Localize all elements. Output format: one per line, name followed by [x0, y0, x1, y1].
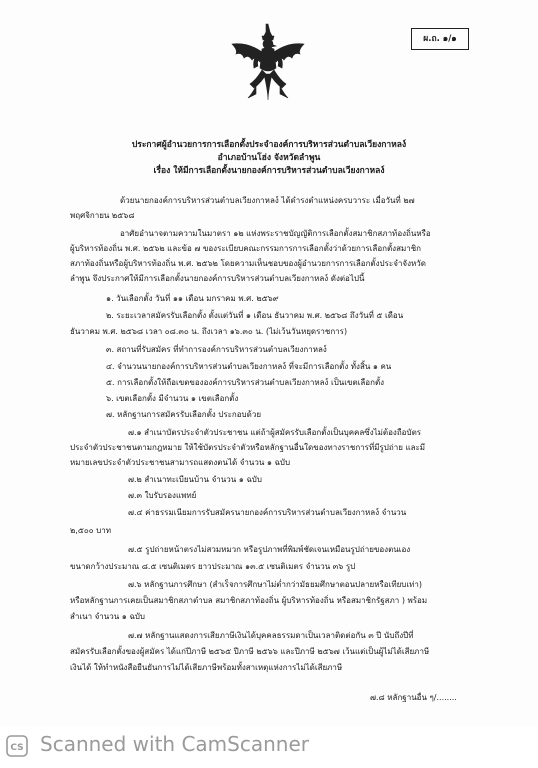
- sub-item-7-1-line-1: ๗.๑ สำเนาบัตรประจำตัวประชาชน แต่ถ้าผู้สมัครรับเลือกตั้งเป็นบุคคลซึ่งไม่ต้องถือบัตร: [128, 428, 422, 437]
- header-line-2: อำเภอบ้านโฮ่ง จังหวัดลำพูน: [217, 153, 321, 163]
- sub-item-7-7-line-2: สมัครรับเลือกตั้งของผู้สมัคร ได้แก่ปีภาษี ๒๕๖๕ ปีภาษี ๒๕๖๖ และปีภาษี ๒๕๖๗ เว้นแต่เป็นผู้ไม่ได้เสียภาษี: [70, 647, 430, 656]
- header-line-3: เรื่อง ให้มีการเลือกตั้งนายกองค์การบริหารส่วนตำบลเวียงกาหลง์: [153, 166, 385, 176]
- sub-item-7-5-line-1: ๗.๕ รูปถ่ายหน้าตรงไม่สวมหมวก หรือรูปภาพที่พิมพ์ชัดเจนเหมือนรูปถ่ายของตนเอง: [128, 545, 411, 554]
- item-5: ๕. การเลือกตั้งให้ถือเขตขององค์การบริหารส่วนตำบลเวียงกาหลง์ เป็นเขตเลือกตั้ง: [106, 378, 385, 387]
- camscanner-text: Scanned with CamScanner: [40, 732, 309, 756]
- item-7: ๗. หลักฐานการสมัครรับเลือกตั้ง ประกอบด้วย: [106, 410, 262, 419]
- sub-item-7-3: ๗.๓ ใบรับรองแพทย์: [128, 491, 197, 500]
- item-2-line-1: ๒. ระยะเวลาสมัครรับเลือกตั้ง ตั้งแต่วันที่ ๑ เดือน ธันวาคม พ.ศ. ๒๕๖๘ ถึงวันที่ ๕ เดือน: [106, 311, 404, 320]
- scanner-watermark: [0, 726, 538, 768]
- continued-marker: ๗.๘ หลักฐานอื่น ๆ/........: [370, 693, 457, 702]
- sub-item-7-7-line-3: เงินได้ ให้ทำหนังสือยืนยันการไม่ได้เสียภาษีพร้อมทั้งสาเหตุแห่งการไม่ได้เสียภาษี: [70, 663, 343, 672]
- sub-item-7-6-line-3: สำเนา จำนวน ๑ ฉบับ: [70, 612, 145, 621]
- sub-item-7-4-line-1: ๗.๔ ค่าธรรมเนียมการรับสมัครนายกองค์การบริหารส่วนตำบลเวียงกาหลง์ จำนวน: [128, 508, 407, 517]
- garuda-emblem-icon: [226, 22, 310, 102]
- paragraph-2-line-3: สภาท้องถิ่นหรือผู้บริหารท้องถิ่น พ.ศ. ๒๕๖๒ โดยความเห็นชอบของผู้อำนวยการการเลือกตั้งประจำจังหวัด: [70, 259, 426, 268]
- sub-item-7-4-line-2: ๒,๕๐๐ บาท: [70, 526, 112, 535]
- sub-item-7-7-line-1: ๗.๗ หลักฐานแสดงการเสียภาษีเงินได้บุคคลธรรมดาเป็นเวลาติดต่อกัน ๓ ปี นับถึงปีที่: [128, 631, 414, 640]
- item-6: ๖. เขตเลือกตั้ง มีจำนวน ๑ เขตเลือกตั้ง: [106, 394, 239, 403]
- item-3: ๓. สถานที่รับสมัคร ที่ทำการองค์การบริหารส่วนตำบลเวียงกาหลง์: [106, 345, 327, 354]
- paragraph-1-line-2: พฤศจิกายน ๒๕๖๘: [70, 211, 135, 220]
- paragraph-2-line-1: อาศัยอำนาจตามความในมาตรา ๑๒ แห่งพระราชบัญญัติการเลือกตั้งสมาชิกสภาท้องถิ่นหรือ: [120, 229, 431, 238]
- paragraph-2-line-2: ผู้บริหารท้องถิ่น พ.ศ. ๒๕๖๒ และข้อ ๗ ของระเบียบคณะกรรมการการเลือกตั้งว่าด้วยการเลือกตั้งสมาชิก: [70, 244, 421, 253]
- sub-item-7-6-line-2: หรือหลักฐานการเคยเป็นสมาชิกสภาตำบล สมาชิกสภาท้องถิ่น ผู้บริหารท้องถิ่น หรือสมาชิกรัฐสภา ) พร้อม: [70, 596, 428, 605]
- sub-item-7-5-line-2: ขนาดกว้างประมาณ ๘.๕ เซนติเมตร ยาวประมาณ ๑๓.๕ เซนติเมตร จำนวน ๓๖ รูป: [70, 562, 356, 571]
- item-1: ๑. วันเลือกตั้ง วันที่ ๑๑ เดือน มกราคม พ.ศ. ๒๕๖๙: [106, 294, 279, 303]
- sub-item-7-2: ๗.๒ สำเนาทะเบียนบ้าน จำนวน ๑ ฉบับ: [128, 475, 262, 484]
- item-4: ๔. จำนวนนายกองค์การบริหารส่วนตำบลเวียงกาหลง์ ที่จะมีการเลือกตั้ง ทั้งสิ้น ๑ คน: [106, 362, 392, 371]
- paragraph-2-line-4: ลำพูน จึงประกาศให้มีการเลือกตั้งนายกองค์การบริหารส่วนตำบลเวียงกาหลง์ ดังต่อไปนี้: [70, 274, 365, 283]
- paragraph-1-line-1: ด้วยนายกองค์การบริหารส่วนตำบลเวียงกาหลง์ ได้ดำรงตำแหน่งครบวาระ เมื่อวันที่ ๒๗: [120, 196, 415, 205]
- camscanner-logo-text: CS: [10, 743, 24, 753]
- sub-item-7-1-line-3: หมายเลขประจำตัวประชาชนสามารถแสดงตนได้ จำนวน ๑ ฉบับ: [70, 458, 291, 467]
- header-line-1: ประกาศผู้อำนวยการการเลือกตั้งประจำองค์การบริหารส่วนตำบลเวียงกาหลง์: [131, 140, 407, 150]
- sub-item-7-6-line-1: ๗.๖ หลักฐานการศึกษา (สำเร็จการศึกษาไม่ต่ำกว่ามัธยมศึกษาตอนปลายหรือเทียบเท่า): [128, 580, 422, 589]
- camscanner-logo-icon: [6, 735, 28, 757]
- sub-item-7-1-line-2: ประจำตัวประชาชนตามกฎหมาย ให้ใช้บัตรประจำตัวหรือหลักฐานอื่นใดของทางราชการที่มีรูปถ่าย และมี: [70, 443, 426, 452]
- form-code-box: ผ.ถ. ๑/๑: [411, 28, 469, 50]
- item-2-line-2: ธันวาคม พ.ศ. ๒๕๖๘ เวลา ๐๘.๓๐ น. ถึงเวลา ๑๖.๓๐ น. (ไม่เว้นวันหยุดราชการ): [70, 327, 348, 336]
